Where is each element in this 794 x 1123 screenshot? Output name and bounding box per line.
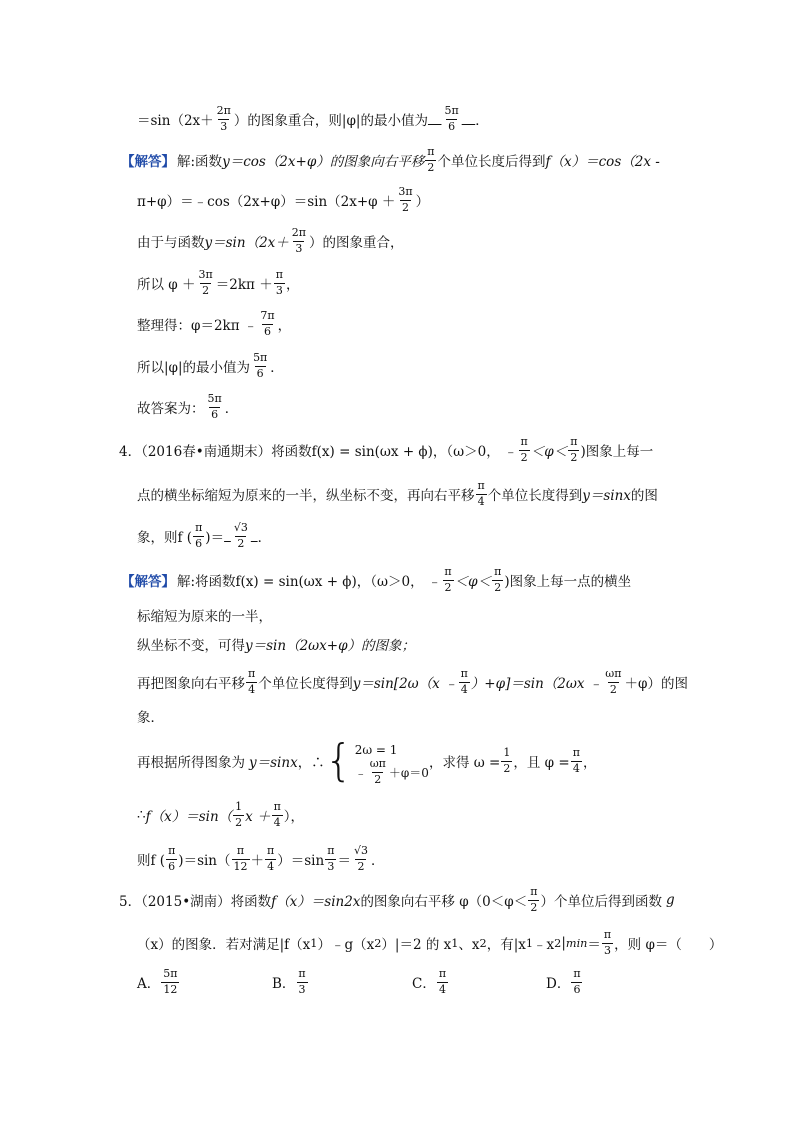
text: 标缩短为原来的一半，	[137, 609, 272, 625]
solution-4-line-3	[0, 630, 794, 658]
math-text: 所以 φ ＋	[137, 277, 196, 293]
fraction-numerator: π	[494, 565, 502, 579]
fraction-numerator: 1	[235, 800, 243, 814]
fraction	[193, 522, 204, 549]
fraction-numerator: π	[427, 145, 435, 159]
math-text: y＝sinx	[582, 488, 631, 504]
text: 的图象向右平移 φ（0＜φ＜	[360, 894, 528, 910]
option-c[interactable]	[412, 962, 449, 1002]
subscript: 1	[451, 936, 459, 950]
fraction-numerator: π	[438, 967, 447, 981]
math-text: ）﹣g（x	[317, 937, 375, 953]
equation-system-rows	[354, 739, 429, 786]
fraction-denominator: 2	[609, 682, 617, 696]
fraction-denominator: 3	[327, 859, 335, 873]
math-text: y＝sinx	[249, 755, 298, 771]
text: 纵坐标不变，可得	[137, 638, 245, 654]
math-text: ﹣x	[533, 937, 555, 953]
equation-row-2	[354, 757, 429, 786]
text: ，	[582, 755, 597, 771]
text: )＝sin（	[178, 853, 231, 869]
fraction-numerator: 5π	[207, 392, 222, 406]
fraction-denominator: 6	[195, 536, 203, 550]
solution-4-line-2	[0, 602, 794, 628]
fraction	[232, 845, 250, 872]
text: ＋φ＝0	[388, 765, 429, 780]
option-label: A．	[137, 976, 161, 992]
fraction-denominator: 6	[448, 119, 456, 133]
subscript: min	[565, 936, 588, 950]
fraction-numerator: ωπ	[369, 757, 386, 771]
math-text: ＝	[587, 937, 601, 953]
text: ）的图象重合，则|φ|的最小值为	[233, 113, 428, 129]
solution-3-line-1	[0, 142, 794, 178]
left-brace-icon: {	[324, 735, 353, 786]
text: 5．（2015•湖南）将函数	[119, 894, 272, 910]
subscript: 2	[479, 936, 487, 950]
text: 象，则f (	[137, 530, 193, 546]
subscript: 2	[554, 936, 562, 950]
fraction-denominator: 4	[572, 761, 580, 775]
fraction	[603, 668, 623, 695]
answer-fraction	[442, 105, 460, 132]
fraction-denominator: 6	[168, 859, 176, 873]
text: )图象上每一点的横坐	[504, 574, 632, 590]
subscript: 1	[525, 936, 534, 950]
text: ﹣	[354, 765, 367, 780]
math-text: x ＋	[245, 809, 271, 825]
option-b[interactable]	[272, 962, 309, 1002]
fraction-denominator: 2	[235, 815, 243, 829]
math-text: y＝cos（2x+φ）的图象向右平移	[222, 154, 425, 170]
option-a[interactable]	[137, 962, 180, 1002]
fraction-denominator: 2	[374, 772, 382, 786]
text: ∴	[137, 807, 146, 823]
fraction-numerator: π	[570, 435, 578, 449]
fraction	[352, 845, 370, 872]
fraction-denominator: 3	[220, 119, 228, 133]
math-text: f（x）＝cos（2x -	[545, 154, 660, 170]
fraction-denominator: 3	[275, 283, 283, 297]
fraction	[246, 668, 257, 695]
fraction-numerator: π	[572, 746, 580, 760]
fraction-numerator: π	[236, 844, 245, 858]
fraction-numerator: 2π	[291, 226, 307, 240]
text: 解:函数	[177, 154, 223, 170]
fraction	[251, 352, 269, 379]
fraction-numerator: ωπ	[605, 667, 622, 681]
text: 个单位长度得到	[487, 488, 583, 504]
fraction-numerator: π	[195, 521, 203, 535]
option-label: C．	[412, 976, 436, 992]
answer-blank	[224, 522, 258, 549]
solution-3-final-answer	[0, 388, 794, 426]
fraction-numerator: 5π	[163, 967, 178, 981]
math-text: g	[665, 892, 675, 908]
fraction-numerator: 3π	[198, 268, 213, 282]
fraction-numerator: 3π	[398, 185, 413, 199]
math-text: ＜φ＜	[530, 444, 568, 460]
fraction	[265, 845, 276, 872]
fraction-numerator: 5π	[253, 351, 268, 365]
fraction-numerator: π	[573, 967, 581, 981]
fraction-denominator: 4	[273, 815, 281, 829]
fraction-numerator: π	[248, 667, 256, 681]
option-label: D．	[546, 976, 571, 992]
fraction-numerator: π	[444, 565, 452, 579]
fraction	[425, 146, 436, 173]
fraction-denominator: 4	[248, 682, 256, 696]
fraction-denominator: 2	[237, 536, 245, 550]
text: ），	[283, 809, 305, 825]
problem-5-statement-line-1	[0, 880, 794, 920]
fraction	[166, 845, 177, 872]
math-text: y＝sin[2ω（x ﹣	[352, 676, 458, 692]
fraction-numerator: π	[520, 435, 528, 449]
option-label: B．	[272, 976, 296, 992]
fraction	[206, 393, 224, 420]
fraction-denominator: 2	[494, 580, 502, 594]
problem-4-statement-line-3	[0, 516, 794, 556]
text: ＝	[337, 853, 351, 869]
text: ＋	[250, 853, 265, 869]
fraction-numerator: 1	[503, 746, 511, 760]
fraction-denominator: 2	[357, 859, 365, 873]
fraction	[492, 566, 503, 593]
answer-tag: 【解答】	[121, 154, 175, 170]
fraction	[161, 968, 179, 995]
math-text: ＜φ＜	[454, 574, 492, 590]
equation-row-1: 2ω = 1	[354, 743, 398, 757]
text: 个单位长度得到	[258, 676, 353, 692]
math-text: π+φ）＝﹣cos（2x+φ）＝sin（2x+φ ＋	[137, 194, 396, 210]
solution-3-line-5	[0, 305, 794, 343]
text: ）的图象重合，	[309, 235, 404, 251]
math-text: f（x）＝sin（	[145, 809, 233, 825]
fraction-denominator: 3	[604, 943, 612, 957]
fraction-denominator: 12	[233, 859, 248, 873]
fraction	[274, 269, 285, 296]
fraction	[519, 436, 530, 463]
answer-blank	[428, 105, 475, 132]
text: )图象上每一	[580, 444, 654, 460]
fraction-denominator: 6	[211, 407, 219, 421]
solution-3-line-3	[0, 222, 794, 260]
text: ，	[285, 277, 300, 293]
fraction-numerator: 5π	[444, 104, 459, 118]
fraction-numerator: π	[275, 268, 283, 282]
text: ）＝sin	[277, 853, 325, 869]
equation-system	[324, 735, 429, 786]
math-text: ＝2kπ ＋	[215, 277, 273, 293]
fraction-denominator: 3	[298, 982, 306, 996]
math-text: 整理得：φ＝2kπ ﹣	[137, 318, 258, 334]
text: ．	[475, 113, 489, 129]
solution-4-line-4	[0, 662, 794, 702]
fraction-numerator: √3	[233, 521, 248, 535]
fraction	[602, 929, 613, 956]
fraction-denominator: 6	[264, 324, 271, 338]
fraction	[437, 968, 448, 995]
problem-5-statement-line-2	[0, 922, 794, 964]
text: ＝sin（2x＋	[137, 113, 214, 129]
fraction-numerator: π	[298, 967, 306, 981]
solution-3-line-2	[0, 182, 794, 218]
fraction-numerator: π	[273, 800, 281, 814]
text: 的图	[630, 488, 658, 504]
fraction-denominator: 4	[477, 494, 485, 508]
text: 象．	[137, 710, 164, 726]
fraction-denominator: 12	[163, 982, 178, 996]
fraction-denominator: 3	[295, 241, 303, 255]
fraction-denominator: 4	[267, 859, 275, 873]
fraction	[501, 747, 512, 774]
text: 所以|φ|的最小值为	[137, 360, 251, 376]
math-text: f（x）＝sin2x	[271, 894, 361, 910]
solution-4-line-7	[0, 794, 794, 836]
solution-4-line-5	[0, 704, 794, 728]
fraction-denominator: 6	[256, 366, 264, 380]
text: 故答案为：	[137, 401, 205, 417]
fraction-numerator: 2π	[216, 104, 231, 118]
solution-4-line-1	[0, 560, 794, 600]
fraction-denominator: 2	[503, 761, 511, 775]
text: ，且 φ =	[513, 755, 570, 771]
subscript: 1	[310, 936, 318, 950]
text: ．	[257, 530, 272, 546]
fraction	[325, 845, 336, 872]
fraction	[215, 105, 233, 132]
text: ．	[224, 401, 239, 417]
fraction-numerator: 7π	[260, 309, 275, 323]
fraction	[571, 968, 582, 995]
fraction-numerator: π	[267, 844, 275, 858]
solution-3-line-4	[0, 264, 794, 302]
solution-3-conclusion-line	[0, 100, 794, 138]
fraction-denominator: 2	[520, 450, 528, 464]
text: ）个单位后得到函数	[540, 894, 662, 910]
math-text: y＝sin（2x＋	[204, 235, 289, 251]
fraction-denominator: 2	[402, 200, 410, 214]
fraction	[396, 186, 414, 213]
subscript: 2	[374, 936, 382, 950]
answer-tag: 【解答】	[121, 574, 175, 590]
text: ，	[277, 318, 292, 334]
solution-4-line-8	[0, 838, 794, 880]
math-text: ）|＝2 的 x	[381, 937, 452, 953]
text: 则f (	[137, 853, 166, 869]
text: ＋φ）的图	[624, 676, 688, 692]
fraction	[197, 269, 215, 296]
math-text: （x）的图象．若对满足|f（x	[137, 937, 311, 953]
text: ．	[270, 360, 284, 376]
text: ，∴	[297, 755, 325, 771]
fraction-numerator: π	[477, 479, 485, 493]
fraction	[258, 310, 276, 337]
text: 再把图象向右平移	[137, 676, 245, 692]
fraction-numerator: π	[460, 667, 468, 681]
math-text: |	[561, 935, 566, 951]
text: ，求得 ω =	[428, 755, 501, 771]
fraction-numerator: π	[168, 844, 176, 858]
fraction	[272, 801, 283, 828]
option-d[interactable]	[546, 962, 584, 1002]
problem-4-statement-line-2	[0, 474, 794, 514]
text: 由于与函数	[137, 235, 205, 251]
fraction	[476, 480, 487, 507]
text: 再根据所得图象为	[137, 755, 245, 771]
fraction	[459, 668, 470, 695]
fraction	[571, 747, 582, 774]
fraction	[290, 227, 308, 254]
fraction-numerator: π	[530, 885, 538, 899]
fraction-denominator: 2	[570, 450, 578, 464]
text: )＝	[205, 530, 225, 546]
fraction	[233, 801, 244, 828]
text: ．	[370, 853, 385, 869]
text: ）	[415, 194, 430, 210]
fraction-denominator: 2	[202, 283, 210, 297]
fraction-numerator: π	[327, 844, 335, 858]
fraction-numerator: π	[603, 928, 612, 942]
fraction	[442, 566, 453, 593]
math-text: 、x	[458, 937, 480, 953]
solution-4-line-6	[0, 732, 794, 790]
math-text: ，有|x	[486, 937, 526, 953]
fraction	[568, 436, 579, 463]
text: ，则 φ＝（ ）	[614, 937, 723, 953]
fraction-denominator: 2	[530, 900, 538, 914]
math-text: y＝sin（2ωx+φ）的图象；	[245, 638, 416, 654]
fraction-denominator: 2	[427, 160, 435, 174]
math-text: ）+φ]＝sin（2ωx ﹣	[470, 676, 603, 692]
text: 4．（2016春•南通期末）将函数f(x) = sin(ωx + ϕ)，（ω＞0， ﹣	[119, 444, 518, 460]
fraction-numerator: √3	[353, 844, 368, 858]
solution-3-line-6	[0, 347, 794, 385]
fraction	[296, 968, 307, 995]
fraction	[368, 758, 388, 785]
fraction-denominator: 2	[444, 580, 452, 594]
fraction	[528, 886, 539, 913]
text: 个单位长度后得到	[437, 154, 546, 170]
fraction-denominator: 4	[438, 982, 446, 996]
text: 点的横坐标缩短为原来的一半，纵坐标不变，再向右平移	[137, 488, 475, 504]
text: 解:将函数f(x) = sin(ωx + ϕ)，（ω＞0， ﹣	[177, 574, 442, 590]
fraction-denominator: 6	[573, 982, 581, 996]
fraction-denominator: 4	[460, 682, 468, 696]
answer-fraction	[232, 522, 250, 549]
problem-4-statement-line-1	[0, 430, 794, 470]
